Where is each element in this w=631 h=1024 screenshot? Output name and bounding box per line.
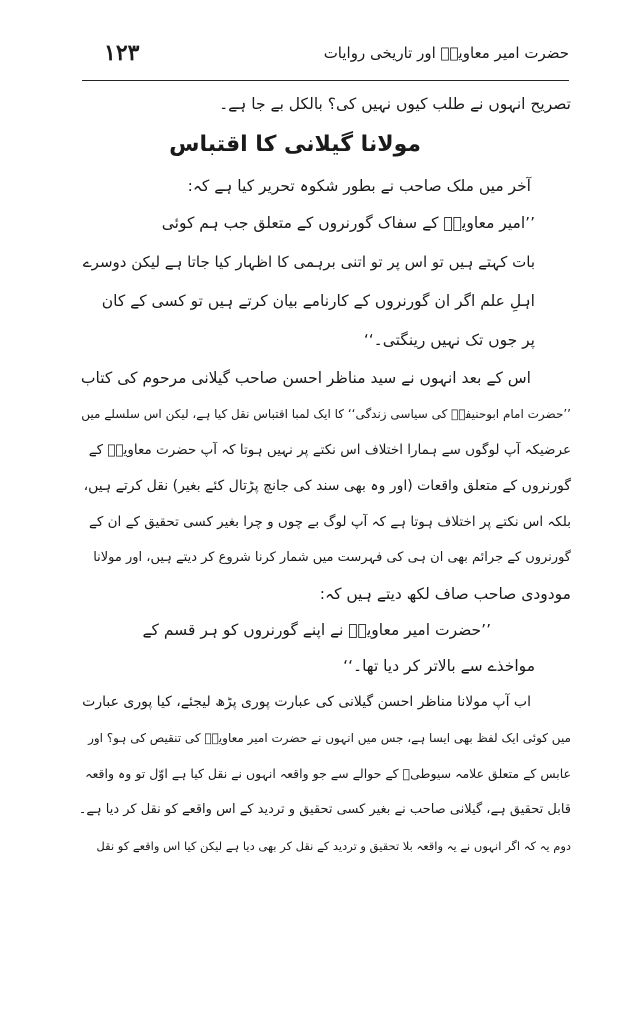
text-line: قابل تحقیق ہے، گیلانی صاحب نے بغیر کسی تحقیق و تردید کے اس واقعے کو نقل کر دیا ہے۔ <box>78 802 571 817</box>
text-line: بلکہ اس نکتے پر اختلاف ہوتا ہے کہ آپ لوگ بے چوں و چرا بغیر کسی تحقیق کے ان کے <box>89 514 571 530</box>
text-line: اب آپ مولانا مناظر احسن گیلانی کی عبارت پوری پڑھ لیجئے، کیا پوری عبارت <box>82 694 531 710</box>
header-rule <box>82 80 569 81</box>
text-line: ’’حضرت امام ابوحنیفہؒ کی سیاسی زندگی‘‘ کا ایک لمبا اقتباس نقل کیا ہے، لیکن اس سلسلے میں <box>81 407 571 421</box>
quote-line: بات کہتے ہیں تو اس پر تو اتنی برہمی کا اظہار کیا جاتا ہے لیکن دوسرے <box>82 253 535 271</box>
text-line: عابس کے متعلق علامہ سیوطیؒ کے حوالے سے جو واقعہ انہوں نے نقل کیا ہے اوّل تو وہ واقعہ <box>85 766 571 781</box>
text-line: دوم یہ کہ اگر انہوں نے یہ واقعہ بلا تحقیق و تردید کے نقل کر بھی دیا ہے لیکن کیا اس واقعے کو نقل <box>96 839 571 853</box>
text-line: گورنروں کے متعلق واقعات (اور وہ بھی سند کی جانچ پڑتال کئے بغیر) نقل کرتے ہیں، <box>83 478 571 494</box>
text-line: آخر میں ملک صاحب نے بطور شکوہ تحریر کیا ہے کہ: <box>187 177 531 195</box>
section-heading: مولانا گیلانی کا اقتباس <box>169 132 421 157</box>
quote-line: پر جوں تک نہیں رینگتی۔‘‘ <box>363 331 535 349</box>
page-body <box>78 86 571 864</box>
page-header <box>82 36 569 76</box>
quote-line: مواخذے سے بالاتر کر دیا تھا۔‘‘ <box>343 657 535 675</box>
quote-line: اہلِ علم اگر ان گورنروں کے کارنامے بیان کرتے ہیں تو کسی کے کان <box>101 292 535 310</box>
page-number: ۱۲۳ <box>104 40 140 66</box>
text-line: میں کوئی ایک لفظ بھی ایسا ہے، جس میں انہوں نے حضرت امیر معاویہؓ کی تنقیص کی ہو؟ اور <box>88 731 571 745</box>
running-title: حضرت امیر معاویہؓ اور تاریخی روایات <box>323 44 569 62</box>
quote-line: ’’امیر معاویہؓ کے سفاک گورنروں کے متعلق جب ہم کوئی <box>161 214 535 232</box>
text-line: تصریح انہوں نے طلب کیوں نہیں کی؟ بالکل بے جا ہے۔ <box>219 95 571 113</box>
text-line: مودودی صاحب صاف لکھ دیتے ہیں کہ: <box>319 585 571 603</box>
text-line: گورنروں کے جرائم بھی ان ہی کی فہرست میں شمار کرنا شروع کر دیتے ہیں، اور مولانا <box>93 550 571 565</box>
quote-line: ’’حضرت امیر معاویہؓ نے اپنے گورنروں کو ہر قسم کے <box>142 621 491 639</box>
text-line: عرضیکہ آپ لوگوں سے ہمارا اختلاف اس نکتے پر نہیں ہوتا کہ آپ حضرت معاویہؓ کے <box>88 442 571 458</box>
text-line: اس کے بعد انہوں نے سید مناظر احسن صاحب گیلانی مرحوم کی کتاب <box>80 369 531 387</box>
